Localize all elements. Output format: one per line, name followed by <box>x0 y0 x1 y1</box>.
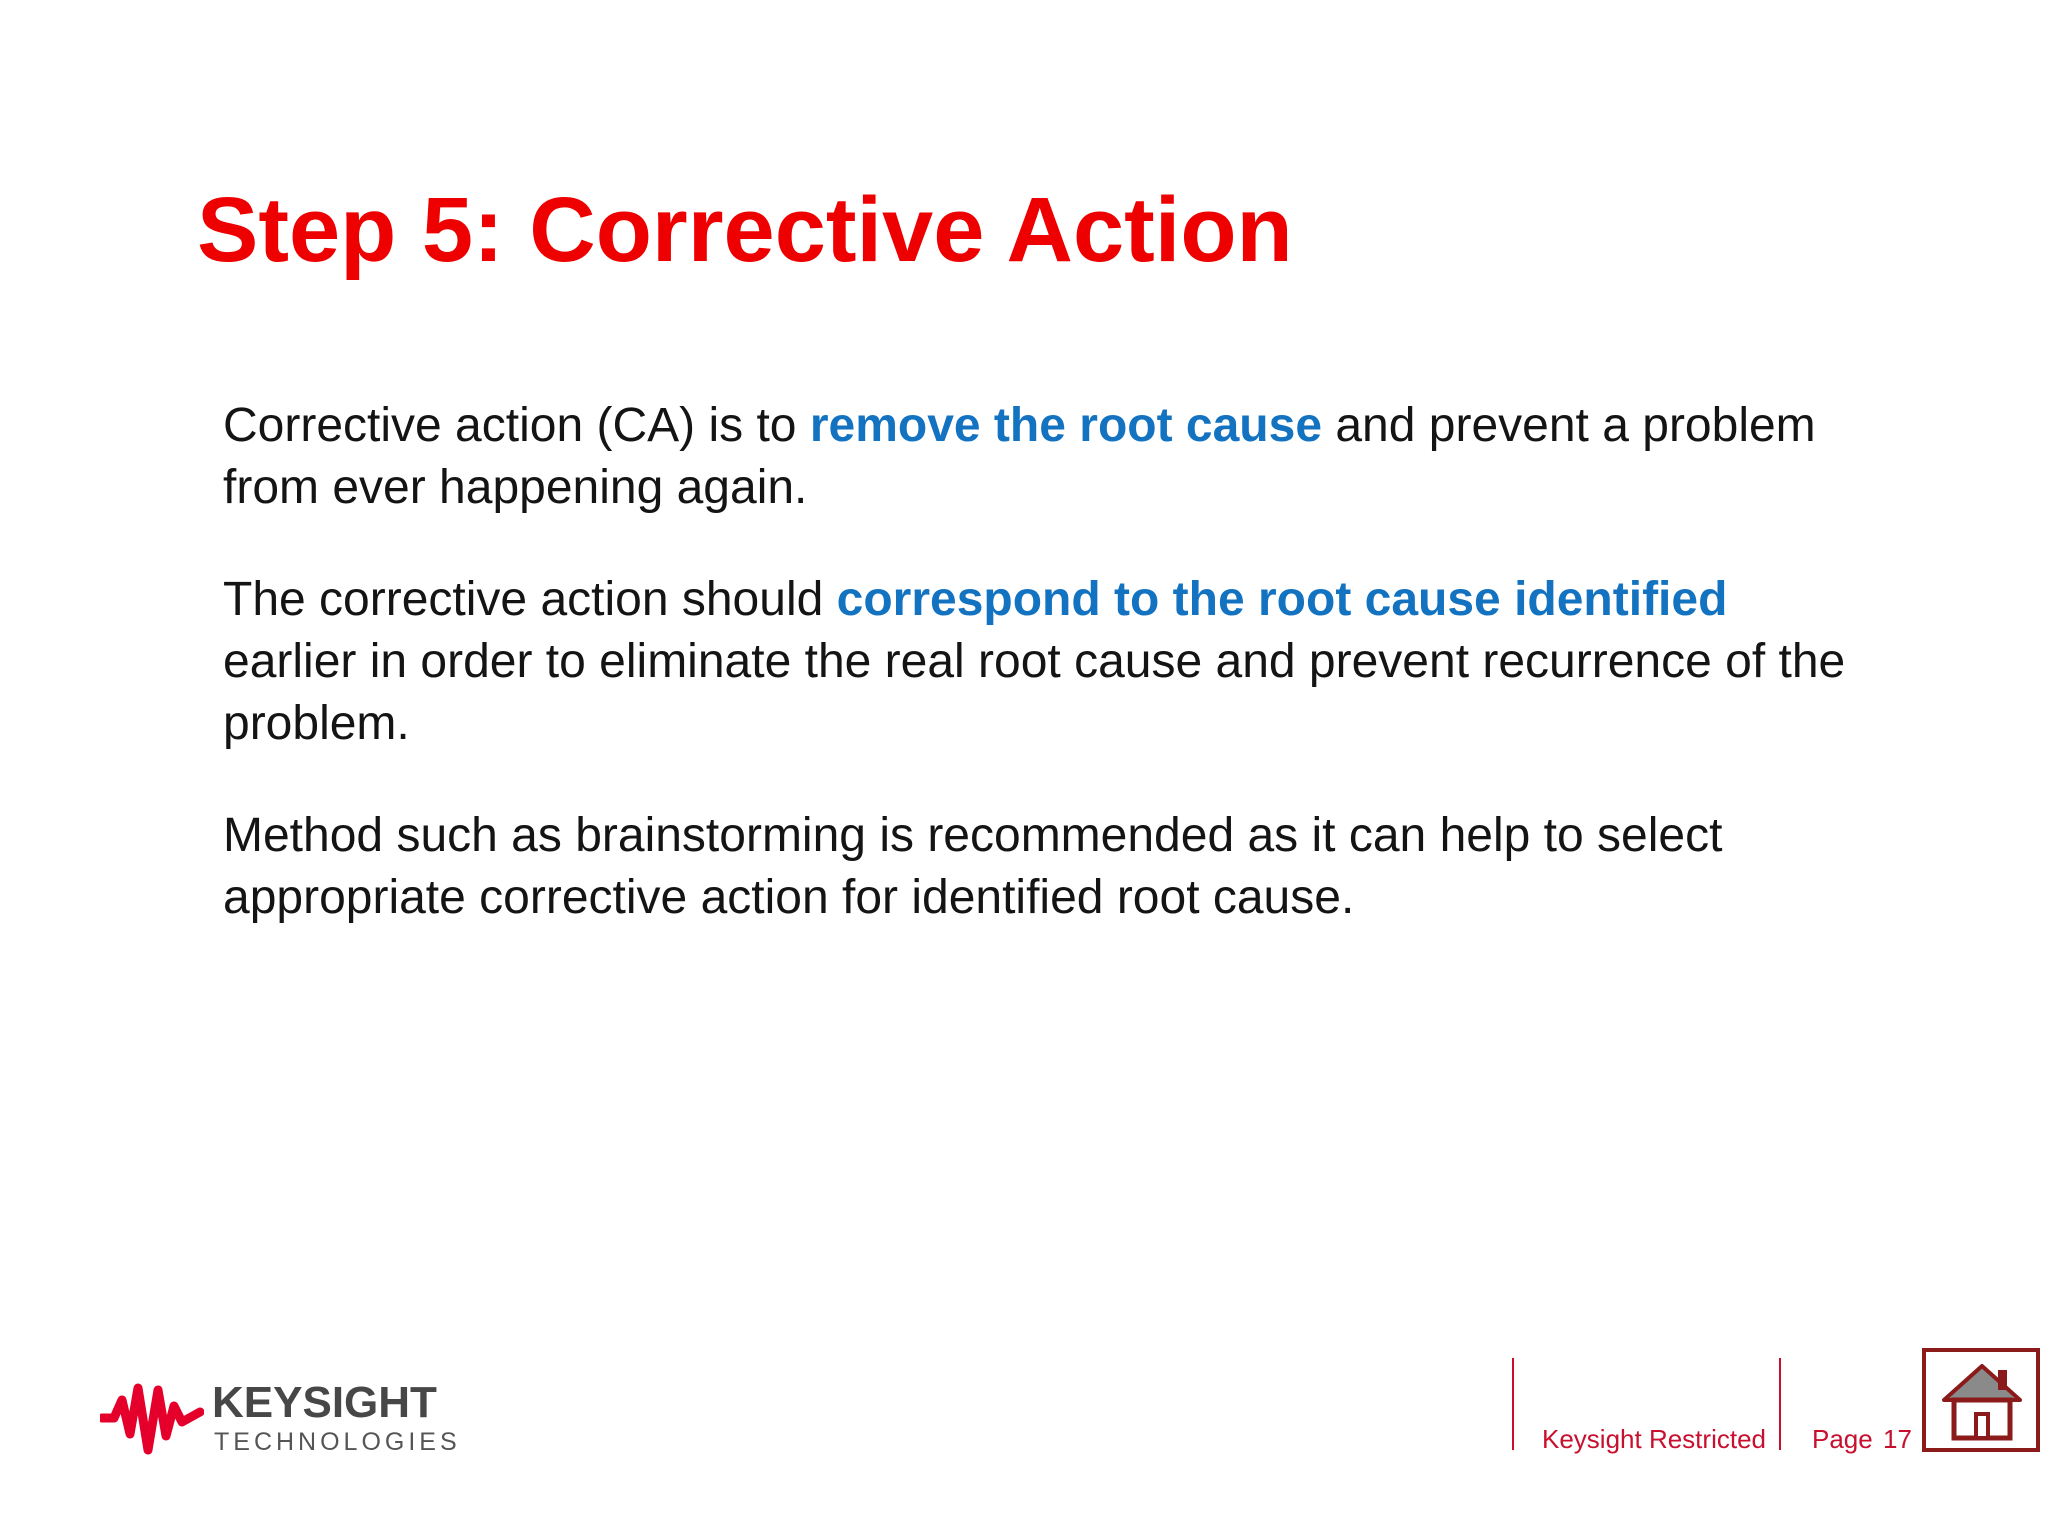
paragraph-3 <box>223 805 1863 929</box>
logo-brand: KEYSIGHT <box>212 1378 437 1427</box>
home-button[interactable] <box>1922 1348 2040 1452</box>
footer-classification: Keysight Restricted <box>1542 1424 1766 1454</box>
keysight-logo <box>100 1370 461 1460</box>
footer-divider-2 <box>1779 1358 1781 1450</box>
paragraph-1-text-end: and prevent a problem from ever happening again. <box>223 399 1816 514</box>
footer-page-number: 17 <box>1883 1424 1912 1454</box>
paragraph-2-text: The corrective action should <box>223 573 837 626</box>
paragraph-2-highlight: correspond to the root cause identified <box>836 573 1728 626</box>
keysight-wave-icon <box>100 1376 204 1456</box>
home-icon <box>1940 1360 2024 1444</box>
paragraph-2-text-end: earlier in order to eliminate the real root cause and prevent recurrence of the problem. <box>223 635 1846 750</box>
slide-body <box>223 395 1863 979</box>
logo-subtitle: TECHNOLOGIES <box>214 1428 461 1456</box>
footer-page-label: Page <box>1812 1424 1873 1454</box>
paragraph-1-highlight: remove the root cause <box>809 399 1323 452</box>
paragraph-1-text: Corrective action (CA) is to <box>223 399 810 452</box>
paragraph-2 <box>223 569 1863 755</box>
paragraph-3-text: Method such as brainstorming is recommended as it can help to select appropriate corrective action for identified root cause. <box>223 809 1723 924</box>
paragraph-1 <box>223 395 1863 519</box>
slide-title: Step 5: Corrective Action <box>197 179 1293 281</box>
footer-divider-1 <box>1512 1358 1514 1450</box>
